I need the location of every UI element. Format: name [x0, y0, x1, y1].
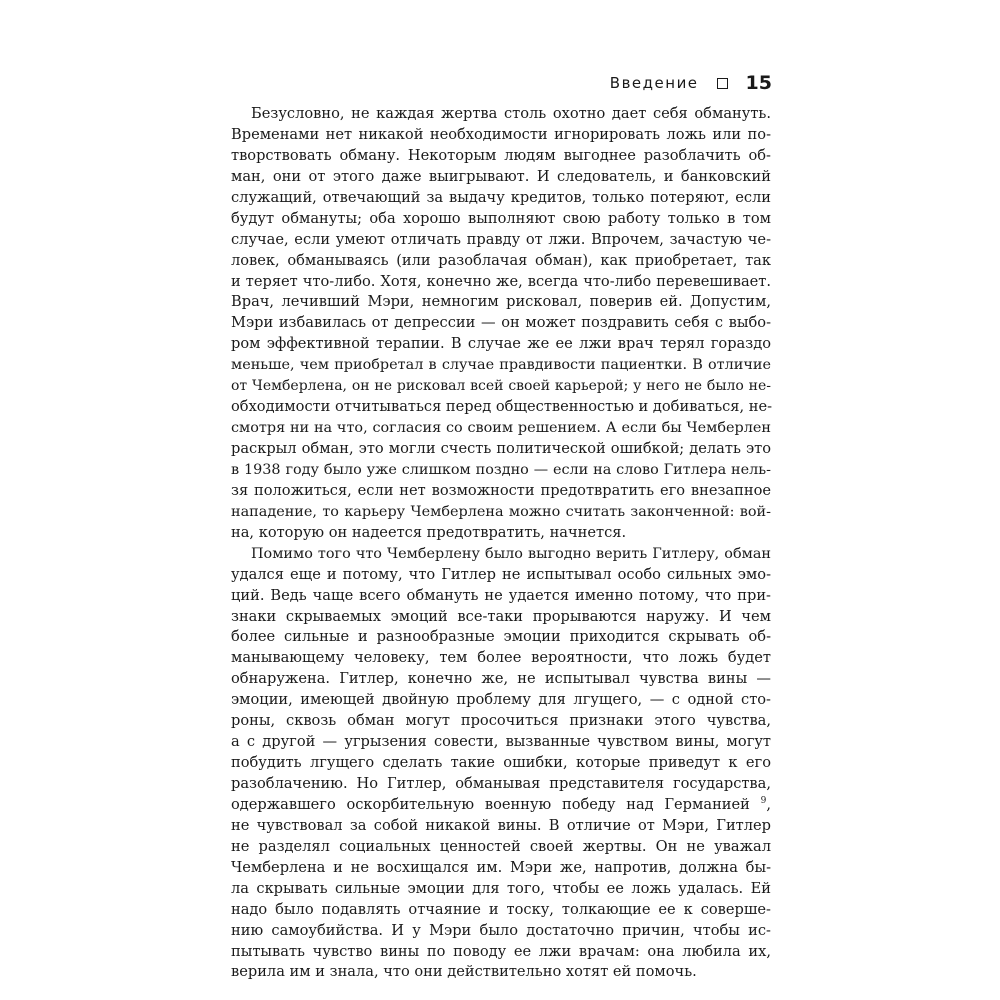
text-line: на, которую он надеется предотвратить, начнется. [231, 523, 627, 541]
text-line: случае, если умеют отличать правду от лжи. Впрочем, зачастую че- [231, 230, 771, 248]
text-line: ман, они от этого даже выигрывают. И следователь, и банковский [231, 167, 771, 185]
text-line: ла скрывать сильные эмоции для того, чтобы ее ложь удалась. Ей [231, 879, 771, 897]
text-line: а с другой — угрызения совести, вызванные чувством вины, могут [231, 733, 771, 751]
square-bullet-icon [717, 78, 728, 89]
text-line: пытывать чувство вины по поводу ее лжи врачам: она любила их, [231, 942, 771, 960]
text-line: нию самоубийства. И у Мэри было достаточно причин, чтобы ис- [231, 921, 771, 939]
text-line: Мэри избавилась от депрессии — он может поздравить себя с выбо- [231, 314, 771, 332]
text-line: эмоции, имеющей двойную проблему для лгущего, — с одной сто- [231, 691, 771, 709]
section-title: Введение [609, 74, 699, 92]
text-line: более сильные и разнообразные эмоции приходится скрывать об- [231, 628, 771, 646]
text-line: ловек, обманываясь (или разоблачая обман), как приобретает, так [231, 251, 771, 269]
text-line: Помимо того что Чемберлену было выгодно верить Гитлеру, обман [251, 545, 771, 562]
text-line: не чувствовал за собой никакой вины. В отличие от Мэри, Гитлер [231, 816, 771, 834]
page-number: 15 [745, 72, 772, 94]
text-line: зя положиться, если нет возможности предотвратить его внезапное [231, 481, 771, 499]
text-line: знаки скрываемых эмоций все-таки прорываются наружу. И чем [231, 607, 771, 625]
text-line: Временами нет никакой необходимости игнорировать ложь или по- [231, 125, 771, 143]
body-text [231, 104, 771, 983]
text-line: манывающему человеку, тем более вероятности, что ложь будет [231, 649, 771, 667]
text-line: ций. Ведь чаще всего обмануть не удается именно потому, что при- [231, 586, 771, 604]
text-line: роны, сквозь обман могут просочиться признаки этого чувства, [231, 712, 771, 730]
text-line: разоблачению. Но Гитлер, обманывая представителя государства, [231, 775, 771, 792]
text-line: обнаружена. Гитлер, конечно же, не испытывал чувства вины — [231, 670, 771, 688]
text-line: раскрыл обман, это могли счесть политической ошибкой; делать это [231, 440, 771, 457]
text-line: от Чемберлена, он не рисковал всей своей карьерой; у него не было не- [231, 378, 771, 395]
text-line: Врач, лечивший Мэри, немногим рисковал, поверив ей. Допустим, [231, 293, 771, 311]
text-line: нападение, то карьеру Чемберлена можно считать законченной: вой- [231, 503, 771, 520]
text-line: творствовать обману. Некоторым людям выгоднее разоблачить об- [231, 146, 771, 164]
text-line: обходимости отчитываться перед общественностью и добиваться, не- [231, 398, 773, 416]
text-line: удался еще и потому, что Гитлер не испытывал особо сильных эмо- [231, 565, 771, 583]
text-line: одержавшего оскорбительную военную победу над Германией $^9$, [231, 795, 772, 813]
text-line: Безусловно, не каждая жертва столь охотно дает себя обмануть. [251, 105, 771, 122]
text-line: верила им и знала, что они действительно хотят ей помочь. [231, 963, 697, 981]
running-header [610, 72, 772, 94]
text-line: в 1938 году было уже слишком поздно — если на слово Гитлера нель- [231, 461, 771, 478]
text-line: будут обмануты; оба хорошо выполняют свою работу только в том [231, 209, 771, 227]
text-line: меньше, чем приобретал в случае правдивости пациентки. В отличие [231, 357, 771, 374]
text-line: смотря ни на что, согласия со своим решением. А если бы Чемберлен [231, 420, 771, 437]
text-line: служащий, отвечающий за выдачу кредитов, только потеряют, если [231, 188, 771, 206]
footnote-ref: 9 [760, 796, 767, 807]
text-line: и теряет что-либо. Хотя, конечно же, всегда что-либо перевешивает. [231, 272, 771, 290]
text-line: Чемберлена и не восхищался им. Мэри же, напротив, должна бы- [231, 858, 771, 876]
text-line: надо было подавлять отчаяние и тоску, толкающие ее к соверше- [231, 900, 771, 918]
text-line: не разделял социальных ценностей своей жертвы. Он не уважал [231, 837, 771, 855]
text-line: побудить лгущего сделать такие ошибки, которые приведут к его [231, 754, 771, 772]
text-line: ром эффективной терапии. В случае же ее лжи врач терял гораздо [231, 335, 771, 353]
